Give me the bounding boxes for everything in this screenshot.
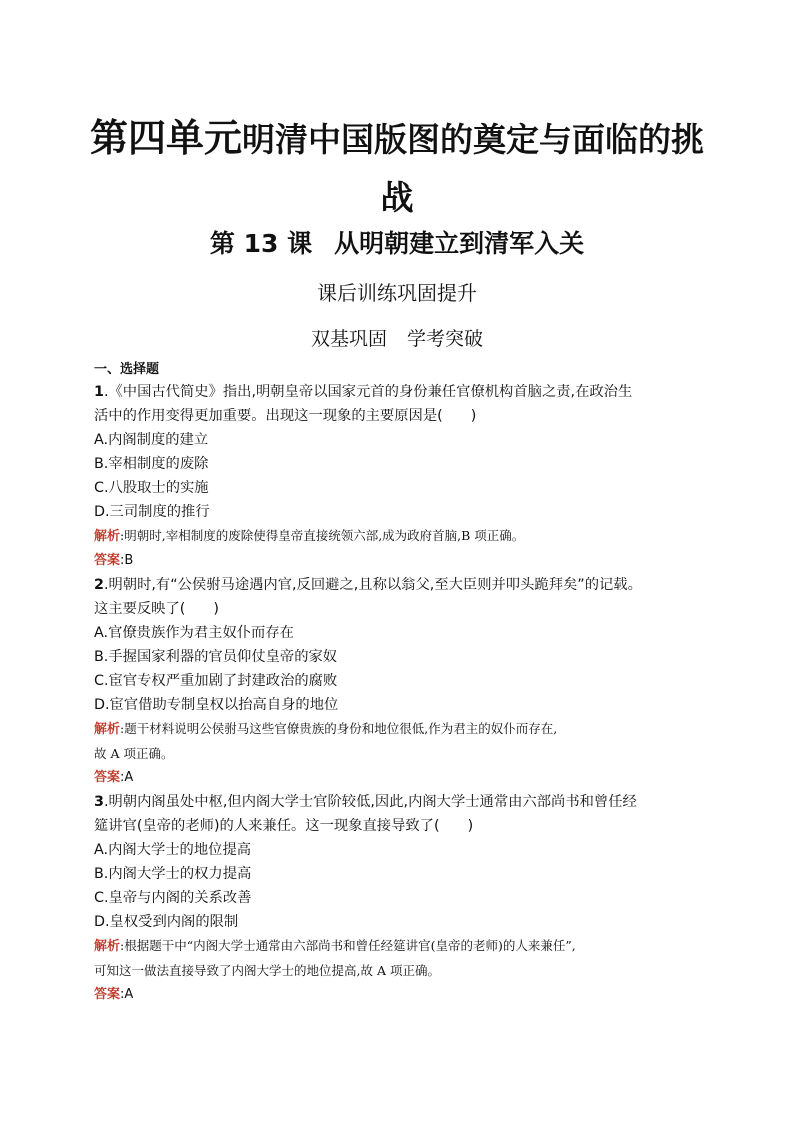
option-c: C.皇帝与内阁的关系改善: [94, 890, 252, 906]
answer-label: 答案: [94, 987, 121, 1002]
question-stem: 活中的作用变得更加重要。出现这一现象的主要原因是(: [94, 408, 443, 424]
question-3: 3.明朝内阁虽处中枢,但内阁大学士官阶较低,因此,内阁大学士通常由六部尚书和曾任经 筵讲官(皇帝的老师)的人来兼任。这一现象直接导致了( ) A.内阁大学士的地位提高 B.内阁大学士的权力提高 C.皇帝与内阁的关系改善 D.皇权受到内阁的限制 解析:根据题干中“内阁大学士通常由六部尚书和曾任经筵讲官(皇帝的老师)的人来兼任”, 可知这一做法直接导致了内阁大学士的地位提高,故 A 项正确。 答案:A: [94, 790, 714, 1007]
option-a: A.内阁大学士的地位提高: [94, 842, 252, 858]
analysis-label: 解析: [94, 939, 121, 954]
analysis-continued: 可知这一做法直接导致了内阁大学士的地位提高,故 A 项正确。: [94, 963, 440, 978]
option-c: C.宦官专权严重加剧了封建政治的腐败: [94, 673, 338, 689]
part-heading: 一、选择题: [94, 362, 160, 377]
question-stem: .明朝内阁虽处中枢,但内阁大学士官阶较低,因此,内阁大学士通常由六部尚书和曾任经: [103, 794, 637, 810]
option-b: B.手握国家利器的官员仰仗皇帝的家奴: [94, 649, 338, 665]
question-number: 3: [94, 794, 104, 810]
option-c: C.八股取士的实施: [94, 480, 209, 496]
section-left: 双基巩固: [310, 328, 387, 350]
question-1: 1.《中国古代简史》指出,明朝皇帝以国家元首的身份兼任官僚机构首脑之责,在政治生 活中的作用变得更加重要。出现这一现象的主要原因是( ) A.内阁制度的建立 B.宰相制度的废除 C.八股取士的实施 D.三司制度的推行 解析:明朝时,宰相制度的废除使得皇帝直接统领六部,成为政府首脑,B 项正确。 答案:B: [94, 380, 714, 573]
unit-title-line1: 明清中国版图的奠定与面临的挑: [242, 120, 704, 159]
subtitle: 课后训练巩固提升: [317, 281, 477, 305]
question-stem: 筵讲官(皇帝的老师)的人来兼任。这一现象直接导致了(: [94, 818, 440, 834]
option-a: A.官僚贵族作为君主奴仆而存在: [94, 625, 294, 641]
option-b: B.内阁大学士的权力提高: [94, 866, 252, 882]
answer-value: :A: [120, 770, 134, 785]
analysis-text: :根据题干中“内阁大学士通常由六部尚书和曾任经筵讲官(皇帝的老师)的人来兼任”,: [120, 938, 576, 953]
option-d: D.三司制度的推行: [94, 504, 210, 520]
analysis: [94, 717, 714, 742]
answer-label: 答案: [94, 770, 121, 785]
question-number: 2: [94, 577, 104, 593]
option-d: D.皇权受到内阁的限制: [94, 914, 239, 930]
answer: [94, 766, 714, 790]
unit-number: 第四单元: [89, 116, 242, 160]
answer: [94, 549, 714, 573]
unit-title-line2: 战: [380, 178, 414, 217]
content: [94, 360, 714, 1007]
section-right: 学考突破: [407, 328, 484, 350]
lesson-title: [0, 224, 794, 260]
analysis-text: :题干材料说明公侯驸马这些官僚贵族的身份和地位很低,作为君主的奴仆而存在,: [120, 721, 558, 736]
analysis-text: :明朝时,宰相制度的废除使得皇帝直接统领六部,成为政府首脑,B 项正确。: [120, 528, 525, 543]
analysis-continued: 故 A 项正确。: [94, 746, 174, 761]
question-2: 2.明朝时,有“公侯驸马途遇内官,反回避之,且称以翁父,至大臣则并叩头跪拜矣”的记载。 这主要反映了( ) A.官僚贵族作为君主奴仆而存在 B.手握国家利器的官员仰仗皇帝的家奴 C.宦官专权严重加剧了封建政治的腐败 D.宦官借助专制皇权以抬高自身的地位 解析:题干材料说明公侯驸马这些官僚贵族的身份和地位很低,作为君主的奴仆而存在, 故 A 项正确。 答案:A: [94, 573, 714, 790]
option-d: D.宦官借助专制皇权以抬高自身的地位: [94, 697, 339, 713]
section-heading: [0, 324, 794, 351]
lesson-number: 第 13 课: [209, 229, 313, 258]
question-stem: .《中国古代简史》指出,明朝皇帝以国家元首的身份兼任官僚机构首脑之责,在政治生: [103, 384, 633, 400]
answer-value: :A: [120, 987, 134, 1002]
analysis: [94, 524, 714, 549]
question-stem: 这主要反映了(: [94, 601, 186, 617]
analysis-label: 解析: [94, 529, 121, 544]
answer: [94, 983, 714, 1007]
answer-label: 答案: [94, 553, 121, 568]
answer-value: :B: [120, 553, 134, 568]
option-a: A.内阁制度的建立: [94, 432, 209, 448]
analysis: [94, 934, 714, 959]
option-b: B.宰相制度的废除: [94, 456, 209, 472]
unit-title: [60, 112, 734, 224]
question-number: 1: [94, 384, 104, 400]
question-stem: .明朝时,有“公侯驸马途遇内官,反回避之,且称以翁父,至大臣则并叩头跪拜矣”的记载。: [103, 577, 642, 593]
analysis-label: 解析: [94, 722, 121, 737]
lesson-name: 从明朝建立到清军入关: [334, 229, 585, 258]
